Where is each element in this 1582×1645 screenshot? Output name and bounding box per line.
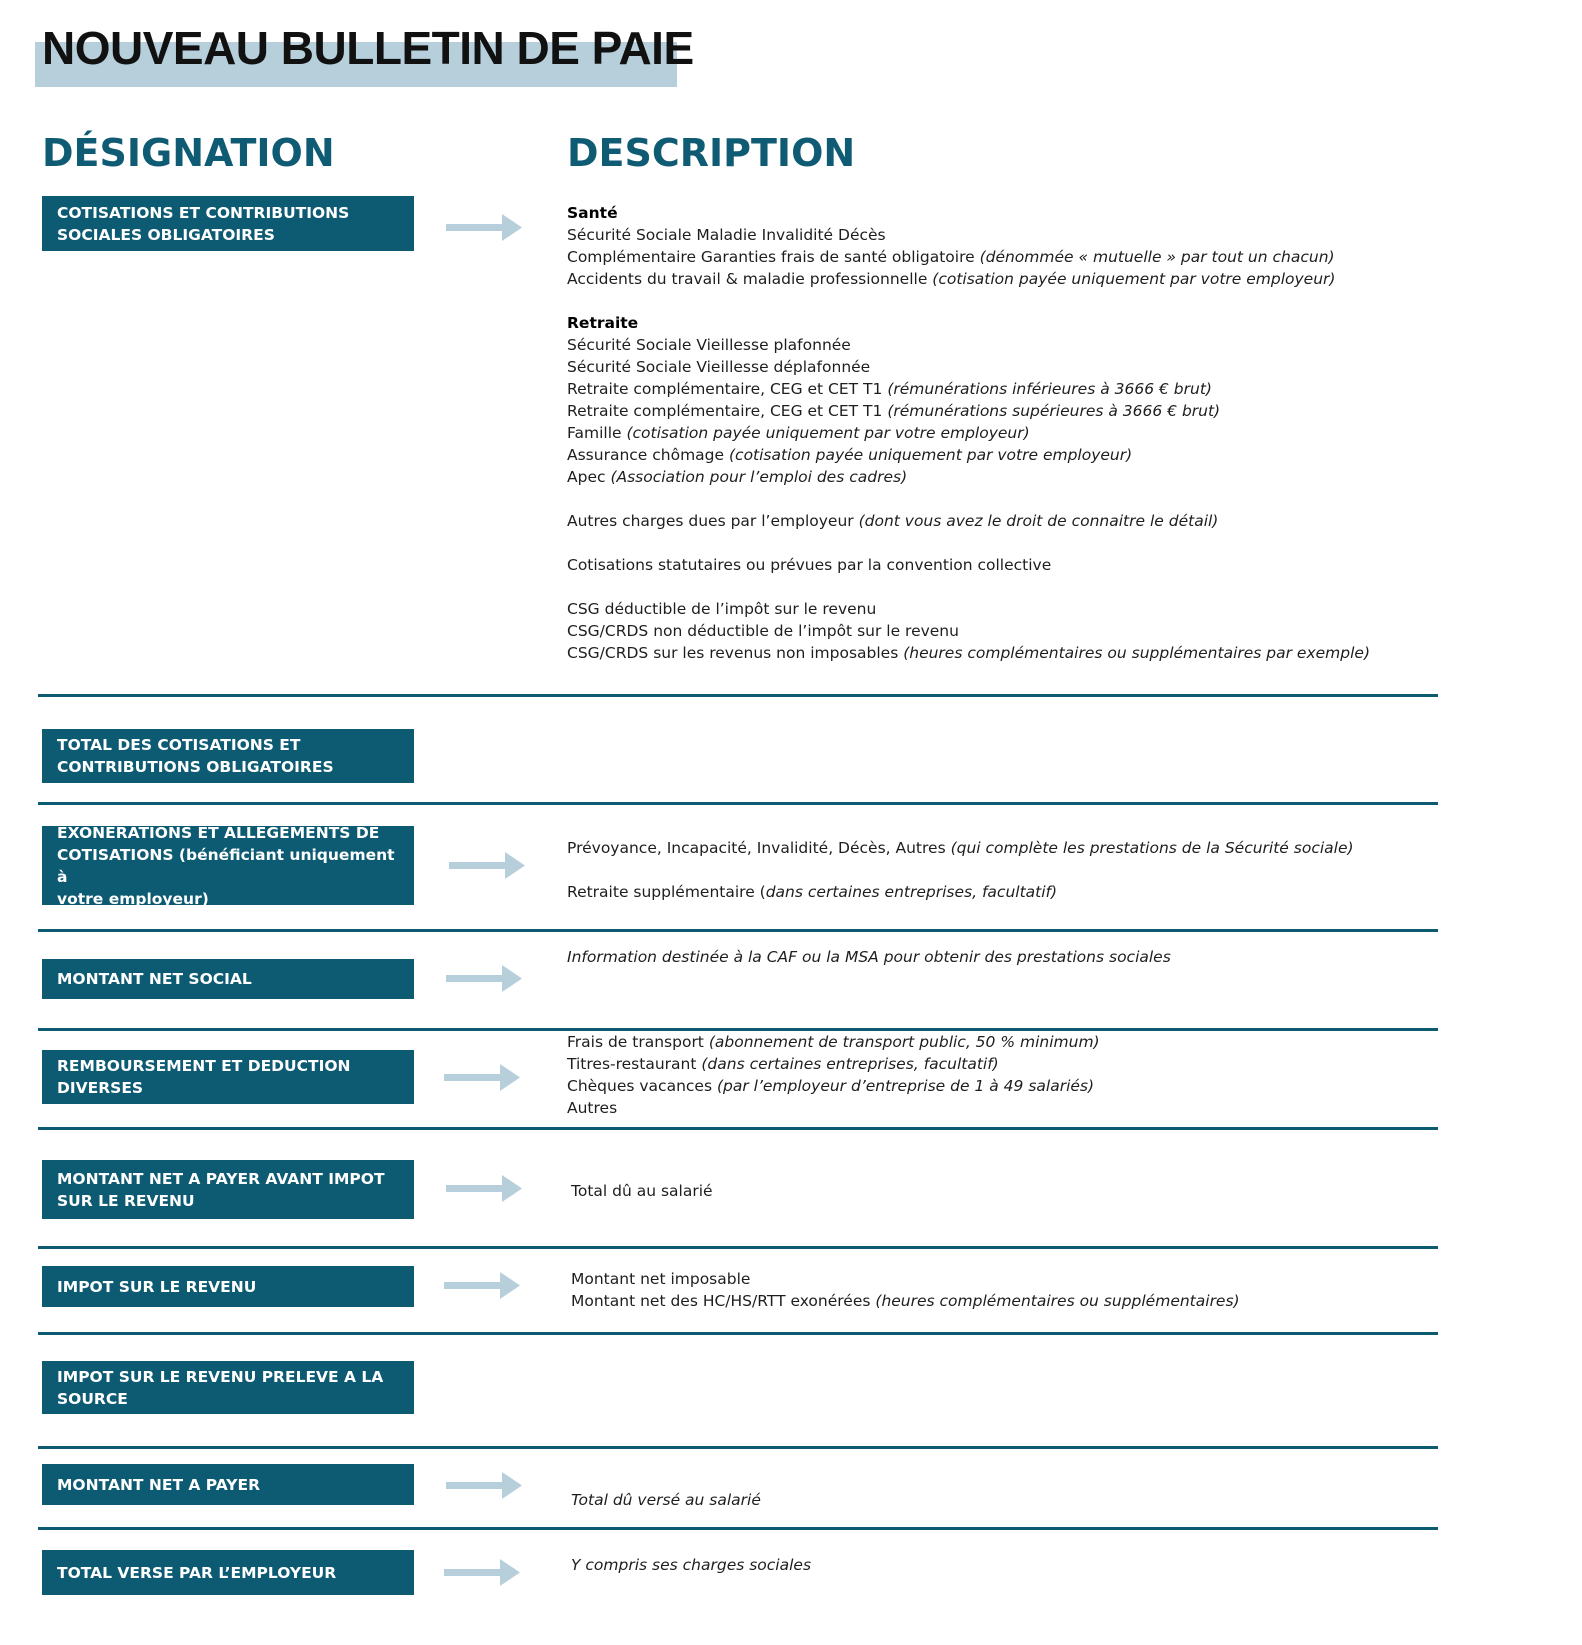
description-text: Montant net imposable — [571, 1270, 751, 1288]
row-divider — [38, 1527, 1438, 1530]
description-line — [571, 1290, 1240, 1312]
designation-label: MONTANT NET SOCIAL — [57, 970, 252, 988]
description-text: Cotisations statutaires ou prévues par la convention collective — [567, 556, 1052, 574]
description-note: (rémunérations inférieures à 3666 € brut) — [887, 380, 1212, 398]
description-note: (abonnement de transport public, 50 % minimum) — [708, 1033, 1100, 1051]
description-note: (dans certaines entreprises, facultatif) — [701, 1055, 999, 1073]
description-text: Autres charges dues par l’employeur — [567, 512, 859, 530]
description-note: (cotisation payée uniquement par votre employeur) — [729, 446, 1133, 464]
description-text: Frais de transport — [567, 1033, 709, 1051]
description-line — [567, 400, 1370, 422]
designation-box-impot-sur-le-revenu-preleve-a-la-source — [42, 1361, 414, 1414]
description-line — [567, 1097, 1100, 1119]
description-remboursement-et-deduction-diverses — [567, 1031, 1100, 1119]
row-divider — [38, 929, 1438, 932]
description-line — [567, 837, 1354, 859]
designation-box-total-des-cotisations-et-contributions-o — [42, 729, 414, 783]
section-gap — [567, 290, 1370, 312]
description-note: (cotisation payée uniquement par votre employeur) — [626, 424, 1030, 442]
description-text: Montant net des HC/HS/RTT exonérées — [571, 1292, 876, 1310]
designation-box-cotisations-et-contributions-sociales-ob — [42, 196, 414, 251]
description-line — [567, 598, 1370, 620]
description-text: Sécurité Sociale Vieillesse plafonnée — [567, 336, 851, 354]
description-exonerations-et-allegements-de-cotisatio — [567, 837, 1354, 903]
row-divider — [38, 694, 1438, 697]
description-line — [567, 334, 1370, 356]
description-text: Titres-restaurant — [567, 1055, 702, 1073]
description-note: Information destinée à la CAF ou la MSA pour obtenir des prestations sociales — [567, 948, 1171, 966]
description-line — [571, 1489, 761, 1511]
designation-label: REMBOURSEMENT ET DEDUCTION DIVERSES — [57, 1057, 351, 1097]
description-line — [567, 466, 1370, 488]
description-impot-sur-le-revenu — [571, 1268, 1240, 1312]
description-line — [567, 642, 1370, 664]
description-line — [571, 1554, 811, 1576]
designation-label: MONTANT NET A PAYER — [57, 1475, 260, 1494]
designation-label: TOTAL DES COTISATIONS ET CONTRIBUTIONS OBLIGATOIRES — [57, 736, 334, 776]
description-note: (Association pour l’emploi des cadres) — [610, 468, 908, 486]
description-note: (rémunérations supérieures à 3666 € brut) — [887, 402, 1221, 420]
description-text: Total dû au salarié — [571, 1182, 713, 1200]
description-line — [567, 1075, 1100, 1097]
column-header-description: DESCRIPTION — [567, 131, 856, 175]
description-note: Y compris ses charges sociales — [571, 1556, 812, 1574]
description-total-verse-par-l-employeur — [571, 1554, 811, 1576]
description-text: Sécurité Sociale Vieillesse déplafonnée — [567, 358, 871, 376]
description-line — [567, 620, 1370, 642]
designation-box-total-verse-par-l-employeur — [42, 1550, 414, 1595]
description-note: (heures complémentaires ou supplémentaires) — [875, 1292, 1240, 1310]
arrow-right-icon — [446, 1471, 522, 1501]
description-text: Famille — [567, 424, 627, 442]
designation-label: IMPOT SUR LE REVENU PRELEVE A LA SOURCE — [57, 1367, 384, 1408]
description-montant-net-a-payer-avant-impot-sur-le-r — [571, 1180, 713, 1202]
description-line — [567, 422, 1370, 444]
designation-box-exonerations-et-allegements-de-cotisatio — [42, 823, 414, 908]
description-line — [567, 1053, 1100, 1075]
designation-box-montant-net-a-payer-avant-impot-sur-le-r — [42, 1160, 414, 1219]
description-note: (cotisation payée uniquement par votre employeur) — [932, 270, 1336, 288]
description-line — [567, 881, 1354, 903]
description-line — [567, 268, 1370, 290]
arrow-right-icon — [444, 1271, 520, 1301]
description-note: (qui complète les prestations de la Sécurité sociale) — [950, 839, 1354, 857]
description-text: Sécurité Sociale Maladie Invalidité Décès — [567, 226, 886, 244]
description-line — [567, 444, 1370, 466]
description-text: Assurance chômage — [567, 446, 729, 464]
description-note: (dénommée « mutuelle » par tout un chacun) — [979, 248, 1335, 266]
designation-box-montant-net-social — [42, 959, 414, 999]
description-line — [567, 946, 1171, 968]
description-text: CSG/CRDS sur les revenus non imposables — [567, 644, 904, 662]
description-text: Apec — [567, 468, 611, 486]
row-divider — [38, 1127, 1438, 1130]
designation-label: EXONERATIONS ET ALLEGEMENTS DE COTISATIONS (bénéficiant uniquement à votre employeur) — [57, 823, 395, 908]
designation-label: IMPOT SUR LE REVENU — [57, 1277, 257, 1296]
section-gap — [567, 859, 1354, 881]
row-divider — [38, 802, 1438, 805]
description-text: Prévoyance, Incapacité, Invalidité, Décès, Autres — [567, 839, 951, 857]
arrow-right-icon — [444, 1063, 520, 1093]
description-line — [567, 510, 1370, 532]
row-divider — [38, 1332, 1438, 1335]
description-line — [571, 1180, 713, 1202]
description-text: Retraite complémentaire, CEG et CET T1 — [567, 380, 888, 398]
row-divider — [38, 1246, 1438, 1249]
description-line — [567, 554, 1370, 576]
section-gap — [567, 576, 1370, 598]
arrow-right-icon — [449, 851, 525, 881]
description-text: Retraite supplémentaire ( — [567, 883, 766, 901]
description-montant-net-a-payer — [571, 1489, 761, 1511]
description-line — [571, 1268, 1240, 1290]
section-gap — [567, 532, 1370, 554]
section-gap — [567, 488, 1370, 510]
description-note: dans certaines entreprises, facultatif) — [765, 883, 1058, 901]
description-text: Autres — [567, 1099, 618, 1117]
description-line — [567, 246, 1370, 268]
section-heading: Retraite — [567, 314, 639, 332]
description-line — [567, 224, 1370, 246]
description-text: Accidents du travail & maladie professionnelle — [567, 270, 933, 288]
arrow-right-icon — [446, 1174, 522, 1204]
designation-box-montant-net-a-payer — [42, 1464, 414, 1505]
description-note: Total dû versé au salarié — [571, 1491, 761, 1509]
description-text: CSG déductible de l’impôt sur le revenu — [567, 600, 877, 618]
designation-box-remboursement-et-deduction-diverses — [42, 1050, 414, 1104]
designation-label: COTISATIONS ET CONTRIBUTIONS SOCIALES OBLIGATOIRES — [57, 203, 350, 244]
arrow-right-icon — [446, 213, 522, 243]
description-note: (heures complémentaires ou supplémentaires par exemple) — [903, 644, 1370, 662]
description-text: Complémentaire Garanties frais de santé obligatoire — [567, 248, 980, 266]
row-divider — [38, 1446, 1438, 1449]
description-montant-net-social — [567, 946, 1171, 968]
description-line — [567, 378, 1370, 400]
page-title: NOUVEAU BULLETIN DE PAIE — [42, 22, 694, 74]
description-text: Chèques vacances — [567, 1077, 717, 1095]
description-text: Retraite complémentaire, CEG et CET T1 — [567, 402, 888, 420]
description-note: (par l’employeur d’entreprise de 1 à 49 salariés) — [716, 1077, 1095, 1095]
section-heading: Santé — [567, 204, 618, 222]
arrow-right-icon — [444, 1558, 520, 1588]
arrow-right-icon — [446, 964, 522, 994]
description-line — [567, 356, 1370, 378]
description-cotisations-et-contributions-sociales-ob — [567, 202, 1370, 664]
designation-box-impot-sur-le-revenu — [42, 1266, 414, 1307]
description-line — [567, 1031, 1100, 1053]
designation-label: TOTAL VERSE PAR L’EMPLOYEUR — [57, 1563, 337, 1582]
description-text: CSG/CRDS non déductible de l’impôt sur le revenu — [567, 622, 959, 640]
description-note: (dont vous avez le droit de connaitre le détail) — [858, 512, 1219, 530]
column-header-designation: DÉSIGNATION — [42, 131, 335, 175]
designation-label: MONTANT NET A PAYER AVANT IMPOT SUR LE REVENU — [57, 1169, 385, 1210]
